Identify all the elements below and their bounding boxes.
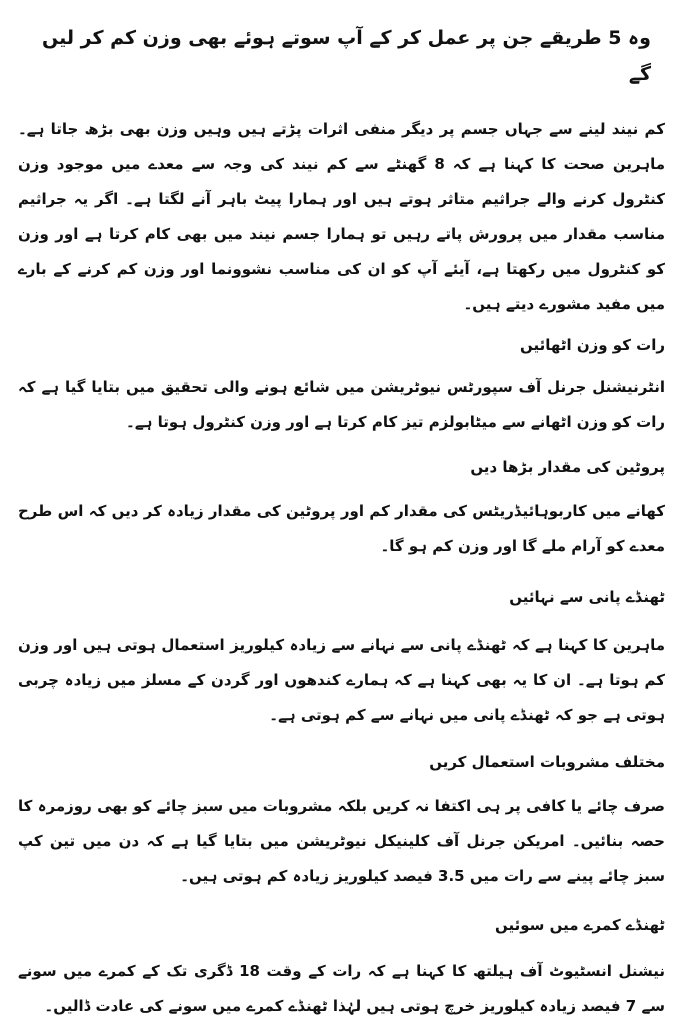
intro-paragraph: کم نیند لینے سے جہاں جسم پر دیگر منفی اثرات پڑتے ہیں وہیں وزن بھی بڑھ جاتا ہے۔ ماہرین صحت کا کہنا ہے کہ 8 گھنٹے سے کم نیند کی وجہ سے معدے میں موجود وزن کنٹرول کرنے والے جراثیم متاثر ہوتے ہیں اور ہمارا پیٹ باہر آنے لگتا ہے۔ اگر یہ جراثیم مناسب مقدار میں پرورش پاتے رہیں تو ہمارا جسم نیند میں بھی کام کرتا ہے اور وزن کو کنٹرول میں رکھتا ہے، آیئے آپ کو ان کی مناسب نشوونما اور وزن کم کرنے کے بارے میں مفید مشورے دیتے ہیں۔ xyxy=(18,120,665,313)
section-body-cold-room: نیشنل انسٹیوٹ آف ہیلتھ کا کہنا ہے کہ رات کے وقت 18 ڈگری تک کے کمرے میں سونے سے 7 فیصد زیادہ کیلوریز خرچ ہوتی ہیں لہٰذا ٹھنڈے کمرے میں سونے کی عادت ڈالیں۔ xyxy=(18,962,666,1015)
section-heading-cold-room: ٹھنڈے کمرے میں سوئیں xyxy=(495,916,665,934)
section-heading-protein: پروٹین کی مقدار بڑھا دیں xyxy=(470,458,665,476)
article-title: وہ 5 طریقے جن پر عمل کر کے آپ سوتے ہوئے بھی وزن کم کر لیں گے xyxy=(42,27,651,85)
section-body-protein: کھانے میں کاربوہائیڈریٹس کی مقدار کم اور پروٹین کی مقدار زیادہ کر دیں کہ اس طرح معدے کو آرام ملے گا اور وزن کم ہو گا۔ xyxy=(18,502,665,555)
section-heading-cold-shower: ٹھنڈے پانی سے نہائیں xyxy=(509,588,665,606)
section-heading-lift-weights: رات کو وزن اٹھائیں xyxy=(520,336,665,354)
section-body-cold-shower: ماہرین کا کہنا ہے کہ ٹھنڈے پانی سے نہانے سے زیادہ کیلوریز استعمال ہوتی ہیں اور وزن کم ہوتا ہے۔ ان کا یہ بھی کہنا ہے کہ ہمارے کندھوں اور گردن کے مسلز میں زیادہ چربی ہوتی ہے جو کہ ٹھنڈے پانی میں نہانے سے کم ہوتی ہے۔ xyxy=(18,636,665,724)
section-body-lift-weights: انٹرنیشنل جرنل آف سپورٹس نیوٹریشن میں شائع ہونے والی تحقیق میں بتایا گیا ہے کہ رات کو وزن اٹھانے سے میٹابولزم تیز کام کرتا ہے اور وزن کنٹرول ہوتا ہے۔ xyxy=(18,378,665,431)
section-heading-drinks: مختلف مشروبات استعمال کریں xyxy=(429,753,665,771)
section-body-drinks: صرف چائے یا کافی پر ہی اکتفا نہ کریں بلکہ مشروبات میں سبز چائے کو بھی روزمرہ کا حصہ بنائیں۔ امریکن جرنل آف کلینیکل نیوٹریشن میں بتایا گیا ہے کہ دن میں تین کپ سبز چائے پینے سے رات میں 3.5 فیصد کیلوریز زیادہ کم ہوتی ہیں۔ xyxy=(18,797,665,885)
